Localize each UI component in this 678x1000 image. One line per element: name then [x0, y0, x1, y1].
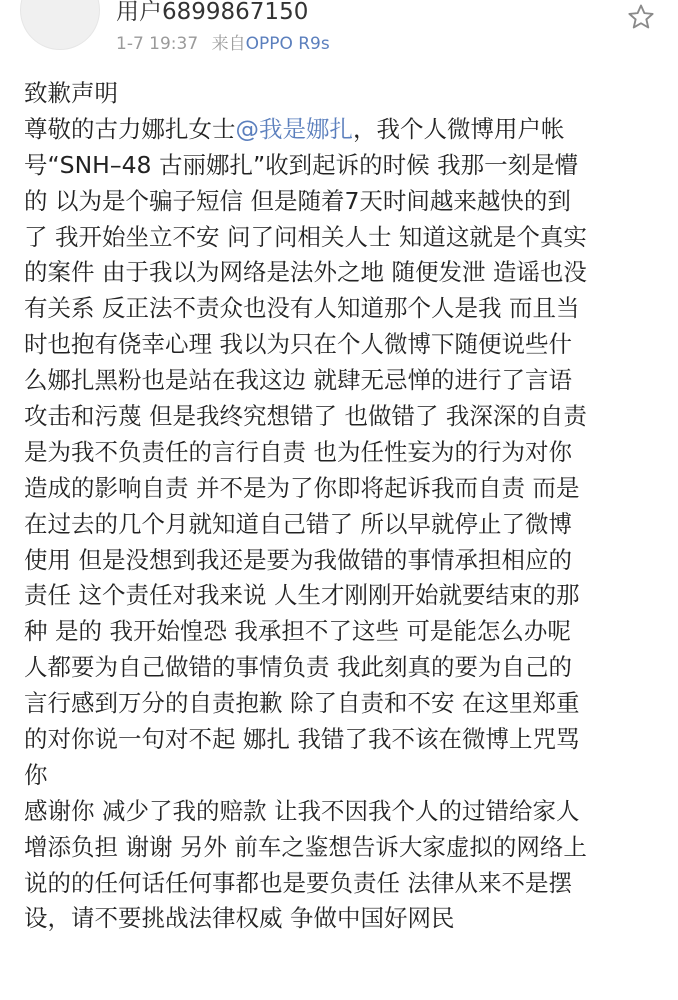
- source-prefix: 来自: [211, 34, 246, 54]
- post-line: 责任 这个责任对我来说 人生才刚刚开始就要结束的那: [24, 581, 580, 610]
- post-line: 你: [24, 760, 48, 789]
- post-header: [0, 0, 678, 70]
- post-line: [24, 112, 660, 148]
- post-line: 在过去的几个月就知道自己错了 所以早就停止了微博: [24, 509, 572, 538]
- username-link[interactable]: 用户6899867150: [116, 0, 309, 25]
- post-line: 的对你说一句对不起 娜扎 我错了我不该在微博上咒骂: [24, 725, 580, 754]
- post-line: 的案件 由于我以为网络是法外之地 随便发泄 造谣也没: [24, 258, 587, 287]
- post-line: 人都要为自己做错的事情负责 我此刻真的要为自己的: [24, 653, 572, 682]
- post-meta: [116, 34, 330, 54]
- mention-link[interactable]: @我是娜扎: [235, 114, 353, 143]
- post-text: 尊敬的古力娜扎女士: [24, 114, 236, 143]
- post-line: 号“SNH–48 古丽娜扎”收到起诉的时候 我那一刻是懵: [24, 150, 579, 179]
- post-line: 攻击和污蔑 但是我终究想错了 也做错了 我深深的自责: [24, 402, 587, 431]
- post-body: [24, 76, 660, 937]
- star-icon[interactable]: [626, 2, 656, 32]
- device-link[interactable]: OPPO R9s: [245, 34, 330, 54]
- post-title: 致歉声明: [24, 79, 118, 107]
- post-line: 设，请不要挑战法律权威 争做中国好网民: [24, 904, 455, 933]
- post-line: 时也抱有侥幸心理 我以为只在个人微博下随便说些什: [24, 330, 572, 359]
- post-line: 造成的影响自责 并不是为了你即将起诉我而自责 而是: [24, 473, 580, 502]
- post-time: 1-7 19:37: [116, 34, 199, 54]
- post-line: 感谢你 减少了我的赔款 让我不因我个人的过错给家人: [24, 796, 580, 825]
- post-line: 说的的任何话任何事都也是要负责任 法律从来不是摆: [24, 868, 572, 897]
- post-line: 有关系 反正法不责众也没有人知道那个人是我 而且当: [24, 294, 580, 323]
- post-line: 增添负担 谢谢 另外 前车之鉴想告诉大家虚拟的网络上: [24, 832, 587, 861]
- post-line: 了 我开始坐立不安 问了问相关人士 知道这就是个真实: [24, 222, 587, 251]
- post-text: ，我个人微博用户帐: [353, 114, 565, 143]
- post-line: 言行感到万分的自责抱歉 除了自责和不安 在这里郑重: [24, 689, 580, 718]
- post-line: 是为我不负责任的言行自责 也为任性妄为的行为对你: [24, 437, 572, 466]
- post-line: 使用 但是没想到我还是要为我做错的事情承担相应的: [24, 545, 572, 574]
- avatar[interactable]: [20, 0, 100, 50]
- post-line: 的 以为是个骗子短信 但是随着7天时间越来越快的到: [24, 186, 571, 215]
- post-line: 种 是的 我开始惶恐 我承担不了这些 可是能怎么办呢: [24, 617, 571, 646]
- post-line: 么娜扎黑粉也是站在我这边 就肆无忌惮的进行了言语: [24, 366, 572, 395]
